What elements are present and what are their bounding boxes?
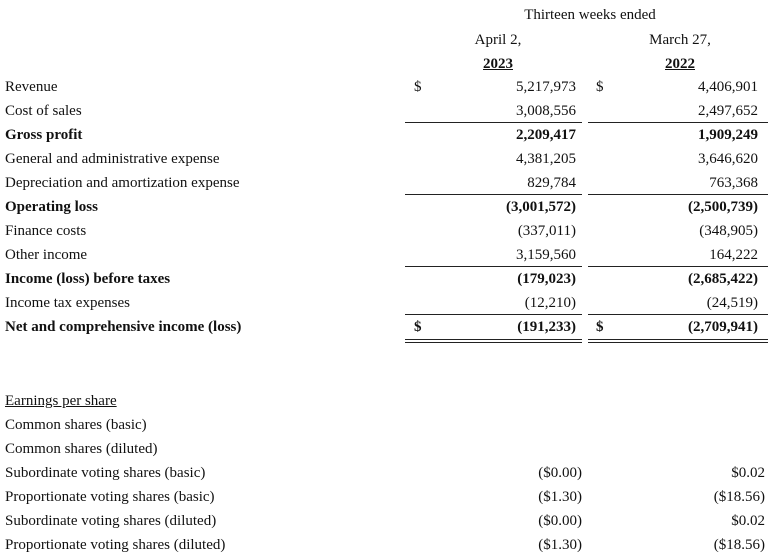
eps-row-label: Proportionate voting shares (basic): [5, 489, 215, 505]
eps-title: Earnings per share: [5, 393, 117, 409]
eps-row-label: Common shares (basic): [5, 417, 147, 433]
currency-symbol: $: [596, 79, 604, 95]
eps-value-2023: ($0.00): [538, 513, 582, 529]
subtotal-rule: [588, 194, 768, 195]
value-2023: 4,381,205: [516, 151, 576, 167]
value-2022: (2,709,941): [688, 319, 758, 335]
row-label: Depreciation and amortization expense: [5, 175, 240, 191]
eps-row-label: Subordinate voting shares (diluted): [5, 513, 217, 529]
total-double-rule: [405, 339, 582, 340]
period-header: Thirteen weeks ended: [524, 7, 656, 23]
eps-value-2022: $0.02: [731, 465, 765, 481]
eps-value-2023: ($1.30): [538, 537, 582, 553]
value-2023: (179,023): [517, 271, 576, 287]
subtotal-rule: [405, 314, 582, 315]
subtotal-rule: [405, 194, 582, 195]
currency-symbol: $: [414, 319, 422, 335]
subtotal-rule: [405, 266, 582, 267]
value-2023: (12,210): [524, 295, 576, 311]
subtotal-rule: [405, 122, 582, 123]
value-2022: 2,497,652: [698, 103, 758, 119]
eps-value-2022: ($18.56): [713, 537, 765, 553]
col-2023-date: April 2,: [474, 32, 522, 48]
value-2022: (2,500,739): [688, 199, 758, 215]
row-label: Net and comprehensive income (loss): [5, 319, 242, 335]
value-2023: (3,001,572): [506, 199, 576, 215]
value-2023: (191,233): [517, 319, 576, 335]
total-double-rule: [405, 342, 582, 343]
col-2022-year: 2022: [665, 56, 695, 72]
col-2023-year: 2023: [483, 56, 513, 72]
value-2022: (2,685,422): [688, 271, 758, 287]
row-label: Operating loss: [5, 199, 98, 215]
value-2022: (348,905): [699, 223, 758, 239]
row-label: Other income: [5, 247, 88, 263]
row-label: Income (loss) before taxes: [5, 271, 171, 287]
value-2023: (337,011): [517, 223, 576, 239]
value-2022: 763,368: [709, 175, 758, 191]
value-2022: 1,909,249: [698, 127, 758, 143]
eps-row-label: Proportionate voting shares (diluted): [5, 537, 226, 553]
value-2022: 4,406,901: [698, 79, 758, 95]
eps-row-label: Subordinate voting shares (basic): [5, 465, 206, 481]
eps-value-2023: ($0.00): [538, 465, 582, 481]
value-2022: (24,519): [706, 295, 758, 311]
eps-value-2022: ($18.56): [713, 489, 765, 505]
eps-row-label: Common shares (diluted): [5, 441, 158, 457]
currency-symbol: $: [414, 79, 422, 95]
total-double-rule: [588, 342, 768, 343]
value-2022: 3,646,620: [698, 151, 758, 167]
row-label: Cost of sales: [5, 103, 82, 119]
row-label: General and administrative expense: [5, 151, 220, 167]
subtotal-rule: [588, 266, 768, 267]
currency-symbol: $: [596, 319, 604, 335]
value-2023: 829,784: [527, 175, 576, 191]
value-2023: 3,159,560: [516, 247, 576, 263]
value-2023: 5,217,973: [516, 79, 576, 95]
eps-value-2022: $0.02: [731, 513, 765, 529]
subtotal-rule: [588, 314, 768, 315]
row-label: Gross profit: [5, 127, 83, 143]
eps-value-2023: ($1.30): [538, 489, 582, 505]
value-2023: 3,008,556: [516, 103, 576, 119]
subtotal-rule: [588, 122, 768, 123]
col-2022-date: March 27,: [649, 32, 711, 48]
row-label: Income tax expenses: [5, 295, 130, 311]
row-label: Revenue: [5, 79, 58, 95]
value-2022: 164,222: [709, 247, 758, 263]
total-double-rule: [588, 339, 768, 340]
value-2023: 2,209,417: [516, 127, 576, 143]
row-label: Finance costs: [5, 223, 87, 239]
